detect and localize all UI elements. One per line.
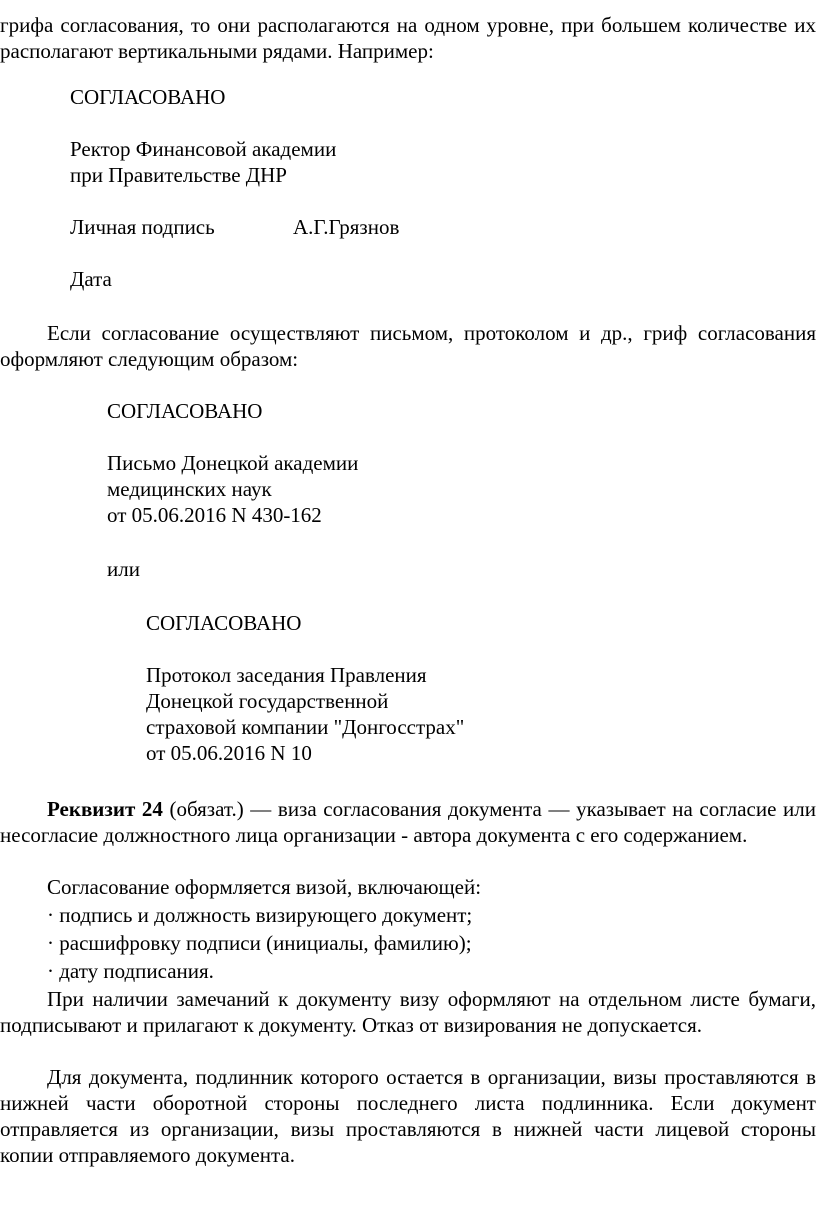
- example1-date-label: Дата: [70, 267, 112, 291]
- example2-stamp: СОГЛАСОВАНО: [107, 399, 263, 423]
- requisite-24-paragraph: [0, 796, 816, 848]
- example1-stamp: СОГЛАСОВАНО: [70, 85, 226, 109]
- example3-line2: Донецкой государственной: [146, 689, 389, 713]
- example3-line3: страховой компании "Донгосстрах": [146, 715, 465, 739]
- example2-line1: Письмо Донецкой академии: [107, 451, 359, 475]
- example2-line2: медицинских наук: [107, 477, 272, 501]
- bullet-decoding: · расшифровку подписи (инициалы, фамилию);: [47, 931, 472, 955]
- example2-line3: от 05.06.2016 N 430-162: [107, 503, 322, 527]
- example1-signature-label: Личная подпись: [70, 215, 215, 239]
- remarks-paragraph: При наличии замечаний к документу визу оформляют на отдельном листе бумаги, подписывают и прилагают к документу. Отказ от визирования не допускается.: [0, 987, 816, 1037]
- intro-paragraph: грифа согласования, то они располагаются на одном уровне, при большем количестве их располагают вертикальными рядами. Например:: [0, 13, 816, 63]
- example1-signature-name: А.Г.Грязнов: [293, 215, 400, 239]
- example3-line4: от 05.06.2016 N 10: [146, 741, 312, 765]
- example3-line1: Протокол заседания Правления: [146, 663, 427, 687]
- requisite-24-label: Реквизит 24: [47, 797, 163, 821]
- example3-stamp: СОГЛАСОВАНО: [146, 611, 302, 635]
- requisite-24-text: (обязат.) — виза согласования документа — указывает на согласие или несогласие должностного лица организации - автора документа с его содержанием.: [0, 797, 816, 847]
- letter-paragraph: Если согласование осуществляют письмом, протоколом и др., гриф согласования оформляют следующим образом:: [0, 321, 816, 371]
- example1-line1: Ректор Финансовой академии: [70, 137, 337, 161]
- original-paragraph: Для документа, подлинник которого остается в организации, визы проставляются в нижней части оборотной стороны последнего листа подлинника. Если документ отправляется из организации, визы проставляются в нижней части лицевой стороны копии отправляемого документа.: [0, 1065, 816, 1167]
- or-text: или: [107, 557, 140, 581]
- bullet-date: · дату подписания.: [47, 959, 214, 983]
- example1-line2: при Правительстве ДНР: [70, 163, 287, 187]
- visa-intro: Согласование оформляется визой, включающей:: [47, 875, 482, 899]
- bullet-signature: · подпись и должность визирующего документ;: [47, 903, 473, 927]
